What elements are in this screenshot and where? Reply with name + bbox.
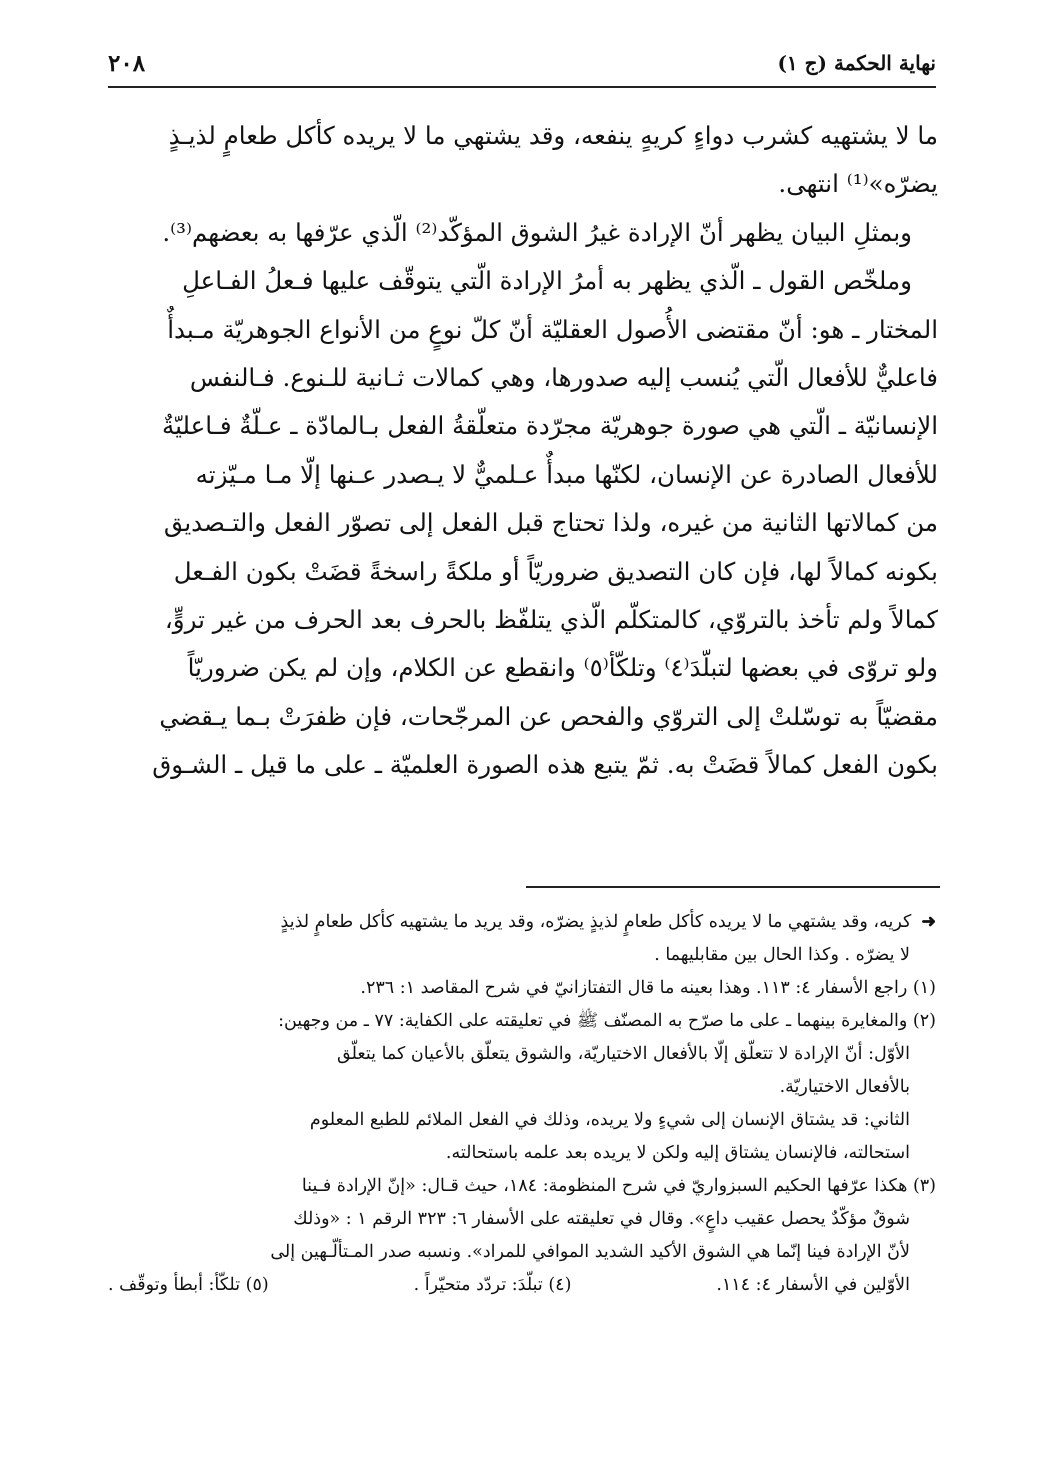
text-line: ما لا يشتهيه كشرب دواءٍ كريهٍ ينفعه، وقد يشتهي ما لا يريده كأكل طعامٍ لذيـذٍ xyxy=(168,121,938,150)
footnote-continuation-line: لا يضرّه . وكذا الحال بين مقابليهما . xyxy=(654,945,910,965)
footnote-2-line: استحالته، فالإنسان يشتاق إليه ولكن لا يريده بعد علمه باستحالته. xyxy=(445,1143,910,1163)
text-line: كمالاً ولم تأخذ بالتروّي، كالمتكلّم الّذي يتلفّظ بالحرف بعد الحرف من غير تروٍّ، xyxy=(164,604,938,634)
text-line: المختار ـ هو: أنّ مقتضى الأُصول العقليّة أنّ كلّ نوعٍ من الأنواع الجوهريّة مـبدأٌ xyxy=(167,314,938,344)
arrow-left-icon: ➜ xyxy=(921,912,936,932)
text-line: ولو تروّى في بعضها لتبلّدَ⁽٤⁾ وتلكّأ⁽٥⁾ وانقطع عن الكلام، وإن لم يكن ضروريّاً xyxy=(187,653,938,683)
footnote-4: (٤) تبلّدَ: تردّد متحيّراً . xyxy=(413,1275,572,1295)
footnote-last-line xyxy=(108,1269,936,1302)
footnote-3-line: شوقٌ مؤكّدٌ يحصل عقيب داعٍ». وقال في تعليقته على الأسفار ٦: ٣٢٣ الرقم ١ : «وذلك xyxy=(293,1209,910,1229)
footnotes xyxy=(108,906,936,1302)
text-line: الإنسانيّة ـ الّتي هي صورة جوهريّة مجرّدة متعلّقةُ الفعل بـالمادّة ـ عـلّةٌ فـاعليّةٌ xyxy=(162,411,938,441)
text-line: وملخّص القول ـ الّذي يظهر به أمرُ الإرادة الّتي يتوقّف عليها فـعلُ الفـاعلِ xyxy=(182,266,912,296)
footnote-1: (١) راجع الأسفار ٤: ١١٣. وهذا بعينه ما قال التفتازانيّ في شرح المقاصد ١: ٢٣٦. xyxy=(360,978,936,998)
footnote-2-line: الثاني: قد يشتاق الإنسان إلى شيءٍ ولا يريده، وذلك في الفعل الملائم للطبع المعلوم xyxy=(309,1110,910,1130)
main-text xyxy=(108,112,938,789)
text-line: بكون الفعل كمالاً قضَتْ به. ثمّ يتبع هذه الصورة العلميّة ـ على ما قيل ـ الشـوق xyxy=(152,750,938,780)
footnote-2: (٢) والمغايرة بينهما ـ على ما صرّح به المصنّف ﷺ في تعليقته على الكفاية: ٧٧ ـ من وجهين: xyxy=(278,1011,936,1031)
footnote-2-line: الأوّل: أنّ الإرادة لا تتعلّق إلّا بالأفعال الاختياريّة، والشوق يتعلّق بالأعيان كما يتعلّق xyxy=(337,1044,910,1064)
footnote-5: (٥) تلكّأ: أبطأ وتوقّف . xyxy=(108,1275,269,1295)
text-line: فاعليٌّ للأفعال الّتي يُنسب إليه صدورها، وهي كمالات ثـانية للـنوع. فـالنفس xyxy=(189,362,938,392)
text-line: للأفعال الصادرة عن الإنسان، لكنّها مبدأٌ عـلميٌّ لا يـصدر عـنها إلّا مـا مـيّزته xyxy=(195,459,938,489)
text-line: يضرّه»⁽¹⁾ انتهى. xyxy=(778,169,938,199)
text-line: مقضيّاً به توسّلتْ إلى التروّي والفحص عن المرجّحات، فإن ظفرَتْ بـما يـقضي xyxy=(159,701,938,731)
text-line: وبمثلِ البيان يظهر أنّ الإرادة غيرُ الشوق المؤكّد⁽²⁾ الّذي عرّفها به بعضهم⁽³⁾. xyxy=(162,217,912,247)
page-header xyxy=(108,40,936,88)
footnote-3: (٣) هكذا عرّفها الحكيم السبزواريّ في شرح المنظومة: ١٨٤، حيث قـال: «إنّ الإرادة فـينا xyxy=(301,1176,936,1196)
footnote-2-line: بالأفعال الاختياريّة. xyxy=(779,1077,910,1097)
page-number: ٢٠٨ xyxy=(108,49,146,77)
footnote-text: كريه، وقد يشتهي ما لا يريده كأكل طعامٍ لذيذٍ يضرّه، وقد يريد ما يشتهيه كأكل طعامٍ لذيذٍ xyxy=(280,912,912,932)
footnote-3-line: لأنّ الإرادة فينا إنّما هي الشوق الأكيد الشديد الموافي للمراد». ونسبه صدر المـتألّـهين إلى xyxy=(270,1242,910,1262)
footnote-continuation-line xyxy=(108,906,936,939)
running-title: نهاية الحكمة (ج ١) xyxy=(777,51,936,75)
footnote-3-line: الأوّلين في الأسفار ٤: ١١٤. xyxy=(716,1275,910,1295)
text-line: من كمالاتها الثانية من غيره، ولذا تحتاج قبل الفعل إلى تصوّر الفعل والتـصديق xyxy=(163,508,938,538)
text-line: بكونه كمالاً لها، فإن كان التصديق ضروريّاً أو ملكةً راسخةً قضَتْ بكون الفـعل xyxy=(173,556,938,586)
footnote-separator xyxy=(526,886,940,888)
